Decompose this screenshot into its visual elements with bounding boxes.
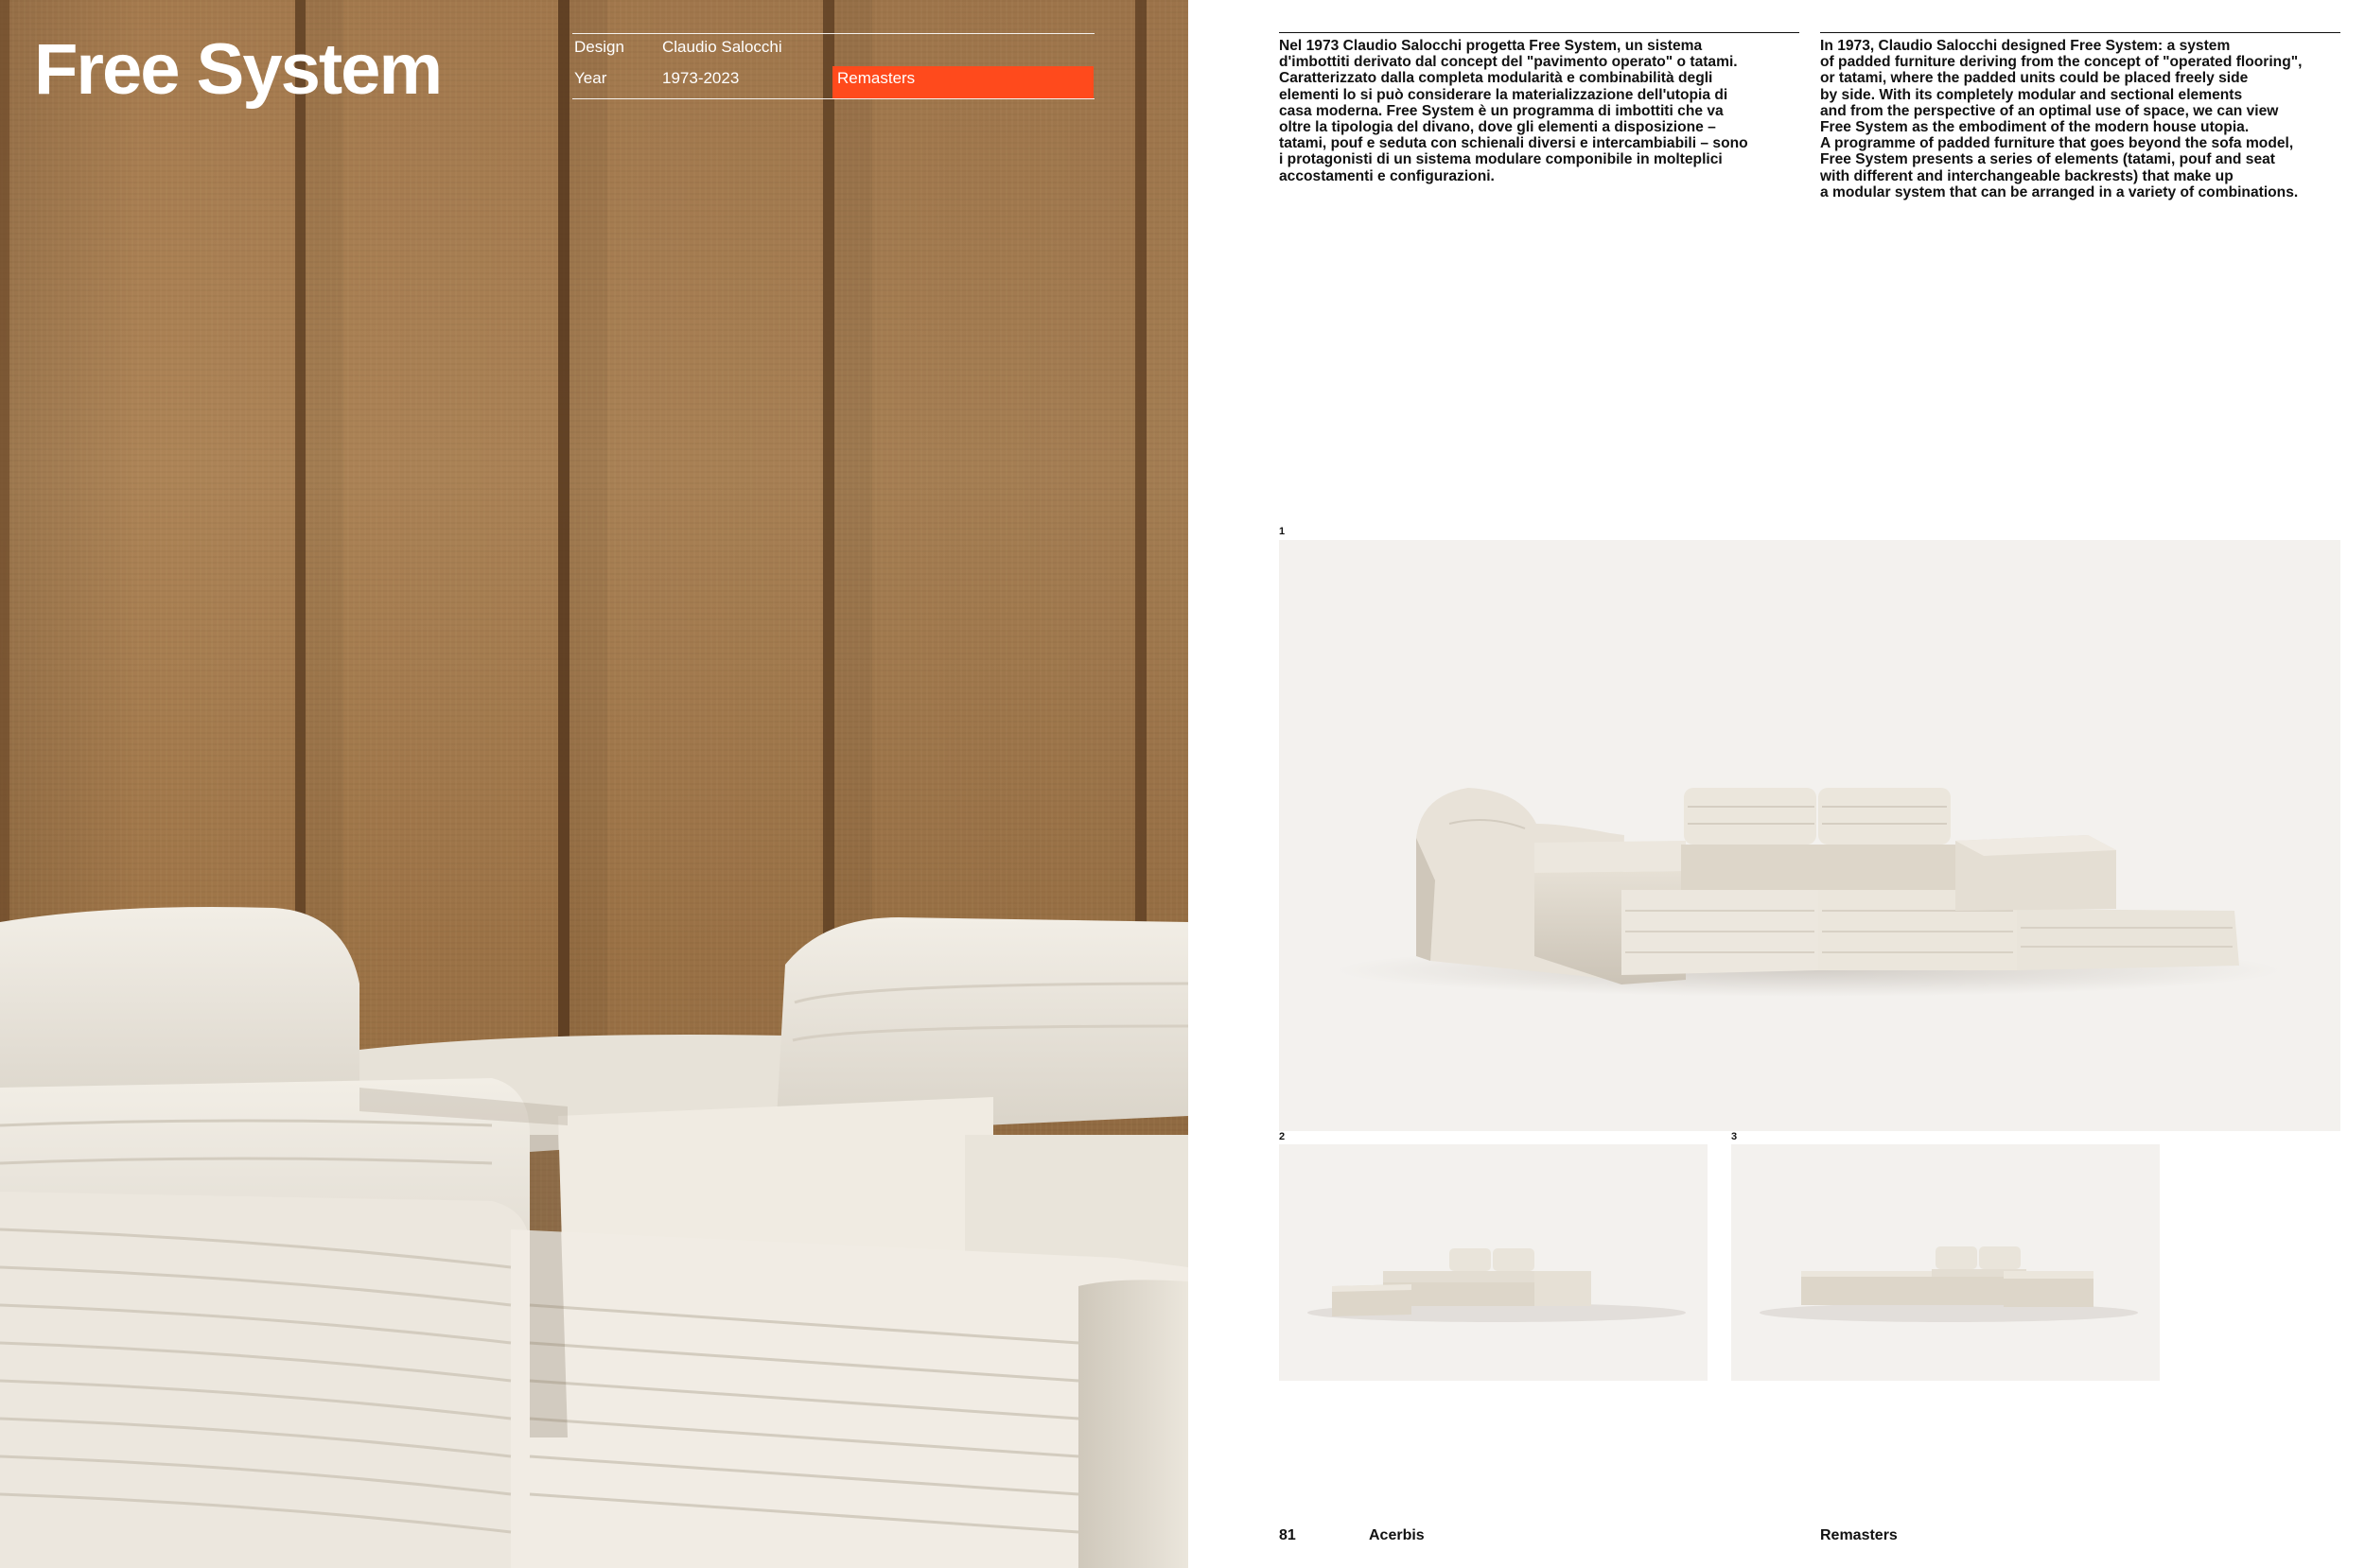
body-text-english: In 1973, Claudio Salocchi designed Free System: a system of padded furniture deriving from the concept of "operated flooring", or tatami, where the padded units could be placed freely side by side. With its completely modular and sectional elements and from the perspective of an optimal use of space, we can view Free System as the embodiment of the modern house utopia. A programme of padded furniture that goes beyond the sofa model, Free System presents a series of elements (tatami, pouf and seat with different and interchangeable backrests) that make up a modular system that can be arranged in a variety of combinations. <box>1820 38 2303 200</box>
year-label: Year <box>574 69 607 87</box>
collection-tag: Remasters <box>837 69 916 87</box>
design-label: Design <box>574 38 624 56</box>
page-title: Free System <box>34 29 442 110</box>
year-value: 1973-2023 <box>662 69 740 87</box>
figure-3 <box>1731 1144 2160 1381</box>
figure-2 <box>1279 1144 1708 1381</box>
figure-number: 3 <box>1731 1131 1738 1142</box>
figure-1 <box>1279 540 2340 1131</box>
sofa-with-pouf-photo-icon <box>1279 1144 1708 1381</box>
figure-number: 2 <box>1279 1131 1286 1142</box>
sofa-corner-photo-icon <box>1731 1144 2160 1381</box>
sofa-configuration-photo-icon <box>1279 540 2340 1131</box>
body-text-italian: Nel 1973 Claudio Salocchi progetta Free System, un sistema d'imbottiti derivato dal concept del "pavimento operato" o tatami. Caratterizzato dalla completa modularità e combinabilità degli elementi lo si può considerare la materializzazione dell'utopia di casa moderna. Free System è un programma di imbottiti che va oltre la tipologia del divano, dove gli elementi a disposizione – tatami, pouf e seduta con schienali diversi e intercambiabili – sono i protagonisti di un sistema modulare componibile in molteplici accostamenti e configurazioni. <box>1279 38 1748 184</box>
page-number: 81 <box>1279 1527 1296 1543</box>
meta-rule-top <box>572 33 1095 34</box>
text-rule-english <box>1820 32 2340 33</box>
designer-name: Claudio Salocchi <box>662 38 782 56</box>
figure-number: 1 <box>1279 526 1286 537</box>
meta-rule-bottom <box>572 98 1095 99</box>
brand-name: Acerbis <box>1369 1527 1425 1543</box>
section-name: Remasters <box>1820 1527 1898 1543</box>
text-rule-italian <box>1279 32 1799 33</box>
